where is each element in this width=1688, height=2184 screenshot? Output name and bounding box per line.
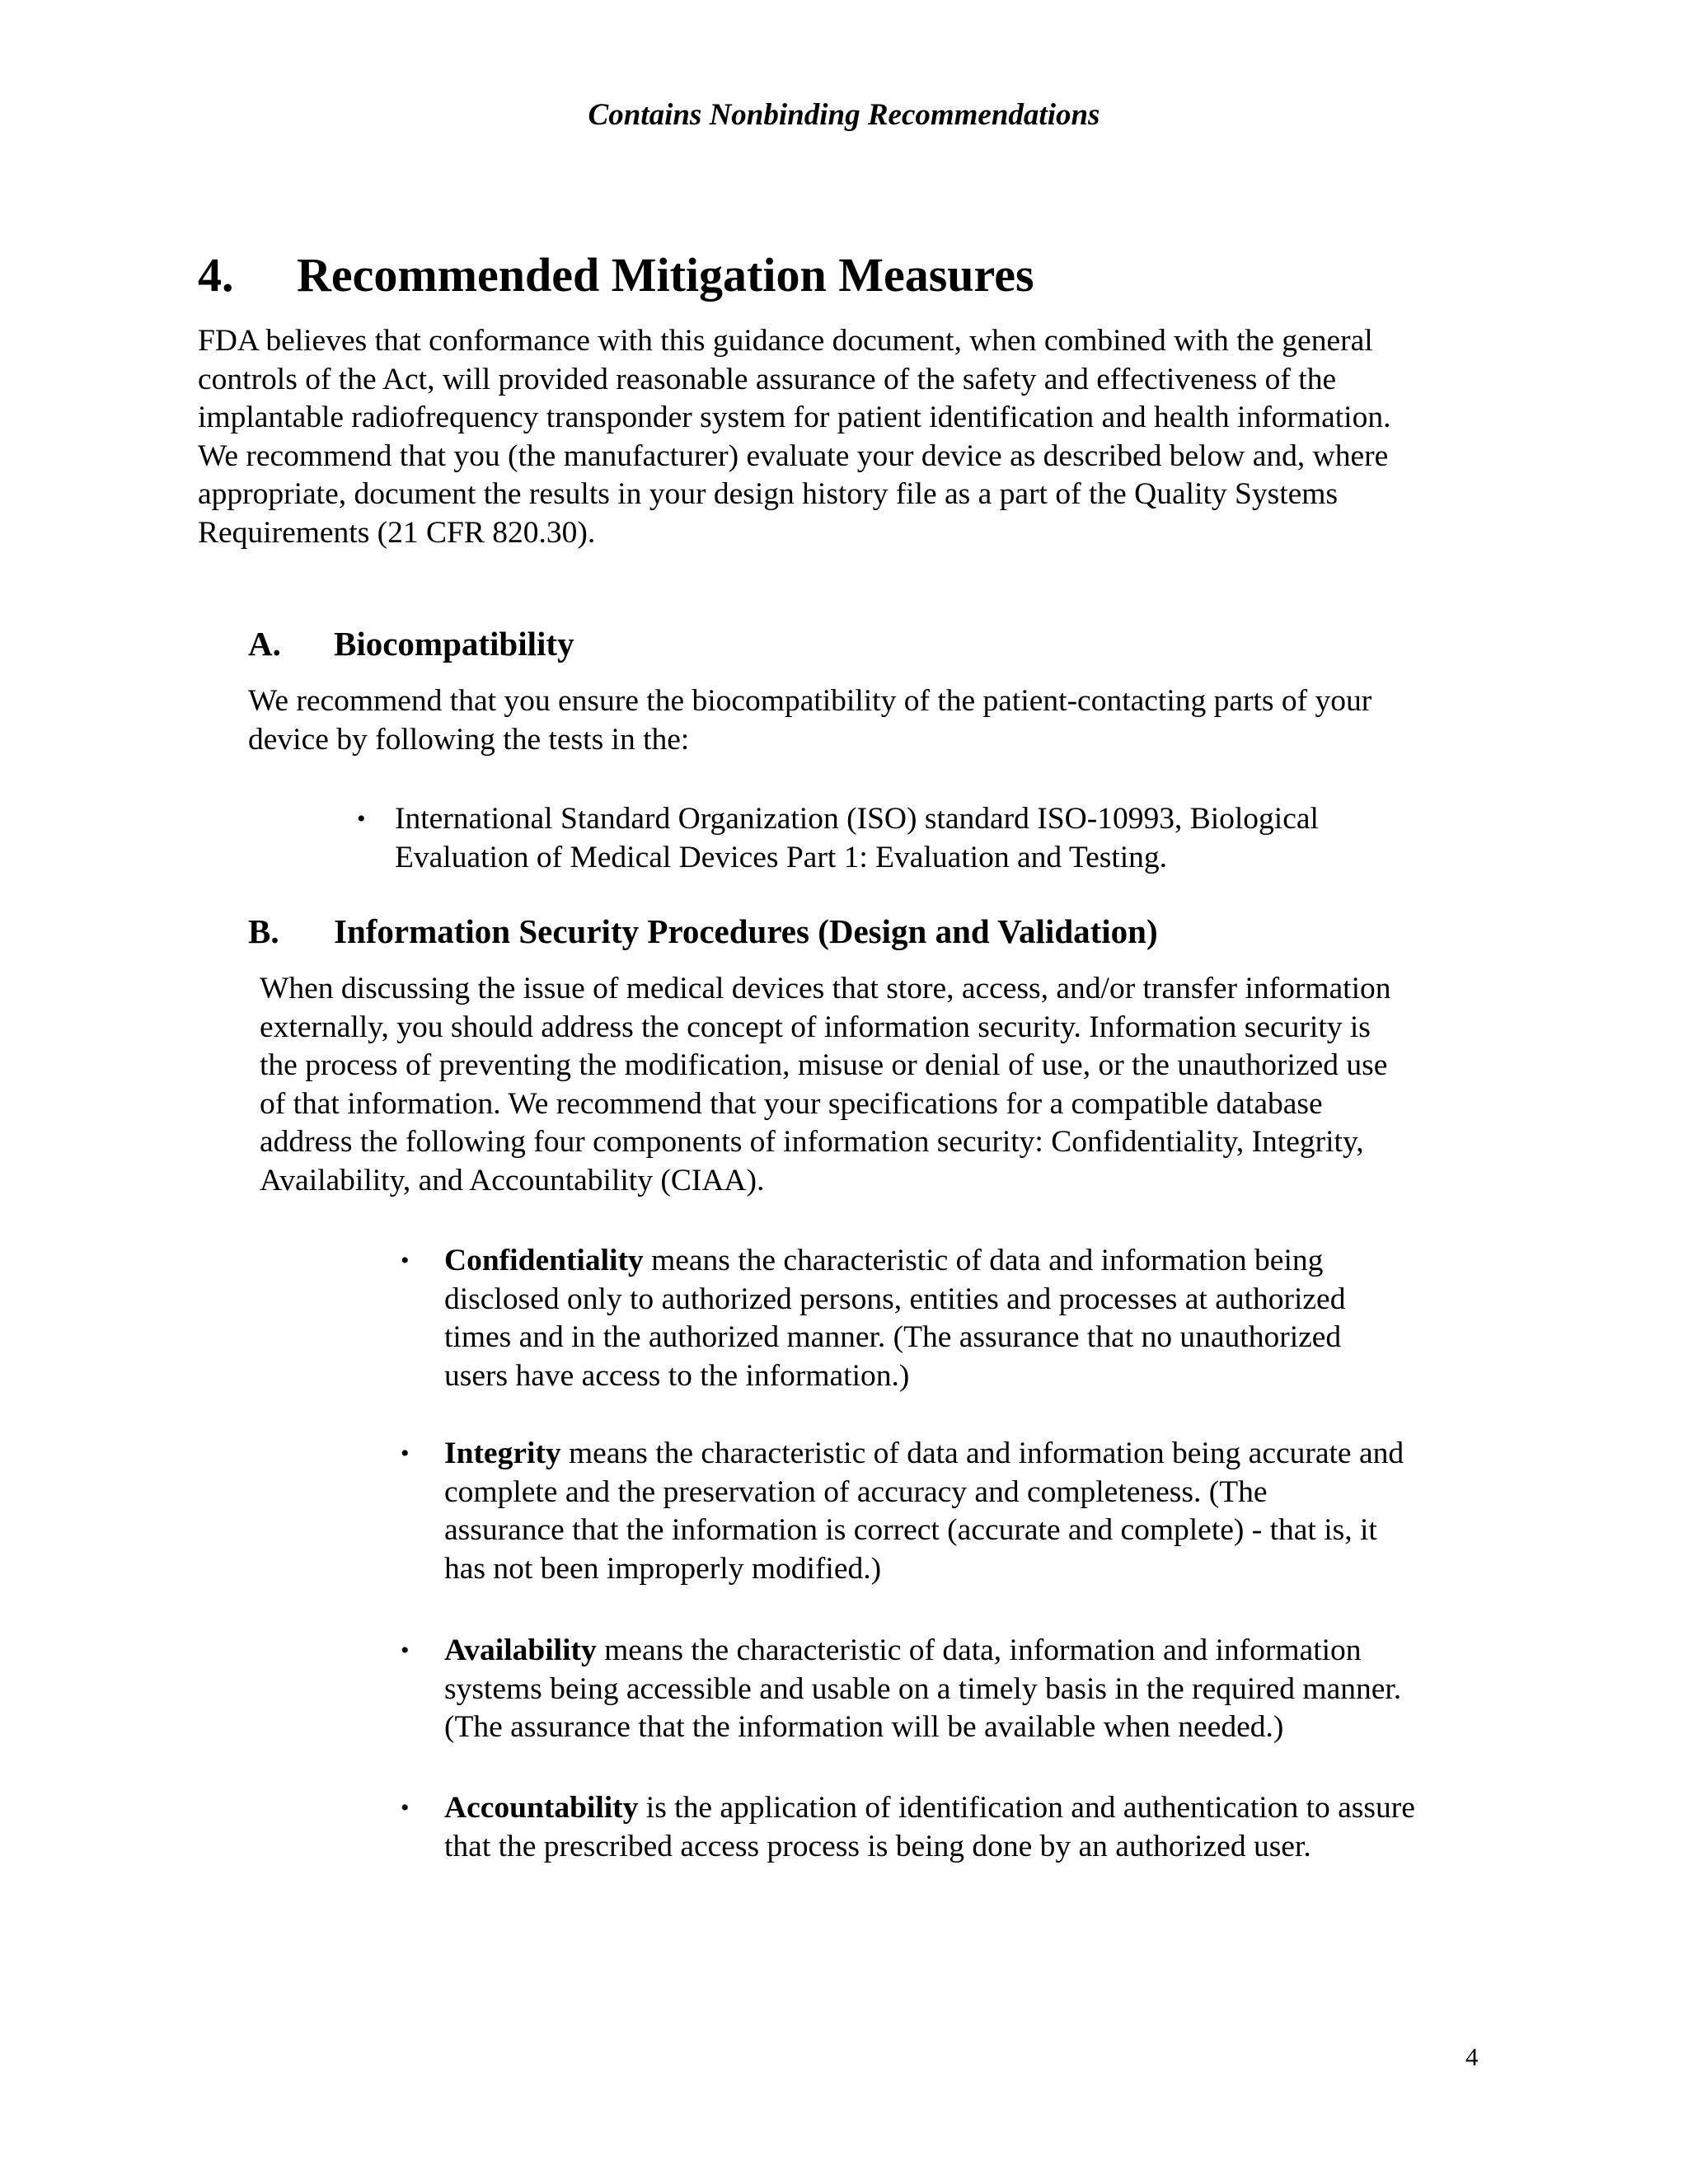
text-line: assurance that the information is correct (accurate and complete) - that is, it <box>444 1513 1377 1547</box>
bullet-icon: • <box>357 805 366 832</box>
bullet-item-integrity <box>401 1435 1404 1586</box>
text-line: (The assurance that the information will be available when needed.) <box>444 1710 1284 1744</box>
definition-text: means the characteristic of data, information and information <box>596 1633 1362 1667</box>
subsection-title: Biocompatibility <box>334 625 574 663</box>
text-line: that the prescribed access process is being done by an authorized user. <box>444 1829 1311 1863</box>
text-line: externally, you should address the concept of information security. Information security is <box>260 1010 1371 1044</box>
bullet-icon: • <box>401 1440 410 1467</box>
text-line: International Standard Organization (ISO) standard ISO-10993, Biological <box>395 802 1319 836</box>
term: Confidentiality <box>444 1244 644 1277</box>
section-number: 4. <box>198 248 234 302</box>
bullet-icon: • <box>401 1247 410 1274</box>
text-line: the process of preventing the modification, misuse or denial of use, or the unauthorized use <box>260 1048 1388 1082</box>
text-line: systems being accessible and usable on a timely basis in the required manner. <box>444 1671 1402 1706</box>
text-line: complete and the preservation of accuracy and completeness. (The <box>444 1474 1268 1509</box>
subsection-letter: B. <box>248 912 279 950</box>
text-line: times and in the authorized manner. (The assurance that no unauthorized <box>444 1320 1342 1354</box>
text-line: disclosed only to authorized persons, entities and processes at authorized <box>444 1282 1346 1316</box>
section-b-body <box>260 970 1391 1200</box>
term: Integrity <box>444 1436 561 1470</box>
section-4-heading <box>198 247 1034 302</box>
text-line: Availability, and Accountability (CIAA). <box>260 1163 765 1197</box>
section-b-heading <box>248 912 1158 951</box>
subsection-letter: A. <box>248 625 281 663</box>
definition-text: is the application of identification and authentication to assure <box>638 1791 1415 1825</box>
running-header: Contains Nonbinding Recommendations <box>588 98 1100 132</box>
section-4-intro <box>198 322 1390 552</box>
text-line: device by following the tests in the: <box>248 722 690 757</box>
bullet-icon: • <box>401 1794 410 1821</box>
text-line: implantable radiofrequency transponder system for patient identification and health information. <box>198 401 1391 434</box>
text-line: controls of the Act, will provided reasonable assurance of the safety and effectiveness of the <box>198 362 1337 396</box>
section-a-body <box>248 682 1372 759</box>
text-line: Requirements (21 CFR 820.30). <box>198 515 596 550</box>
page-number: 4 <box>1465 2042 1479 2071</box>
definition-text: means the characteristic of data and information being <box>643 1244 1324 1277</box>
text-line: address the following four components of information security: Confidentiality, Integrity, <box>260 1125 1364 1159</box>
term: Availability <box>444 1633 597 1667</box>
bullet-item-iso <box>357 800 1319 874</box>
section-title: Recommended Mitigation Measures <box>297 248 1034 302</box>
text-line: When discussing the issue of medical devices that store, access, and/or transfer information <box>260 972 1391 1005</box>
text-line: We recommend that you (the manufacturer) evaluate your device as described below and, where <box>198 438 1389 473</box>
bullet-item-availability <box>401 1632 1402 1744</box>
bullet-item-confidentiality <box>401 1242 1346 1393</box>
text-line: appropriate, document the results in your design history file as a part of the Quality Systems <box>198 477 1339 511</box>
text-line: users have access to the information.) <box>444 1358 910 1393</box>
definition-text: means the characteristic of data and information being accurate and <box>560 1436 1404 1470</box>
bullet-icon: • <box>401 1637 410 1664</box>
bullet-item-accountability <box>401 1789 1415 1863</box>
text-line: of that information. We recommend that your specifications for a compatible database <box>260 1086 1323 1121</box>
text-line: FDA believes that conformance with this guidance document, when combined with the general <box>198 324 1373 358</box>
subsection-title: Information Security Procedures (Design and Validation) <box>334 912 1158 950</box>
text-line: has not been improperly modified.) <box>444 1551 882 1586</box>
section-a-heading <box>248 624 574 663</box>
term: Accountability <box>444 1791 639 1825</box>
text-line: Evaluation of Medical Devices Part 1: Evaluation and Testing. <box>395 840 1168 874</box>
text-line: We recommend that you ensure the biocompatibility of the patient-contacting parts of your <box>248 684 1372 718</box>
